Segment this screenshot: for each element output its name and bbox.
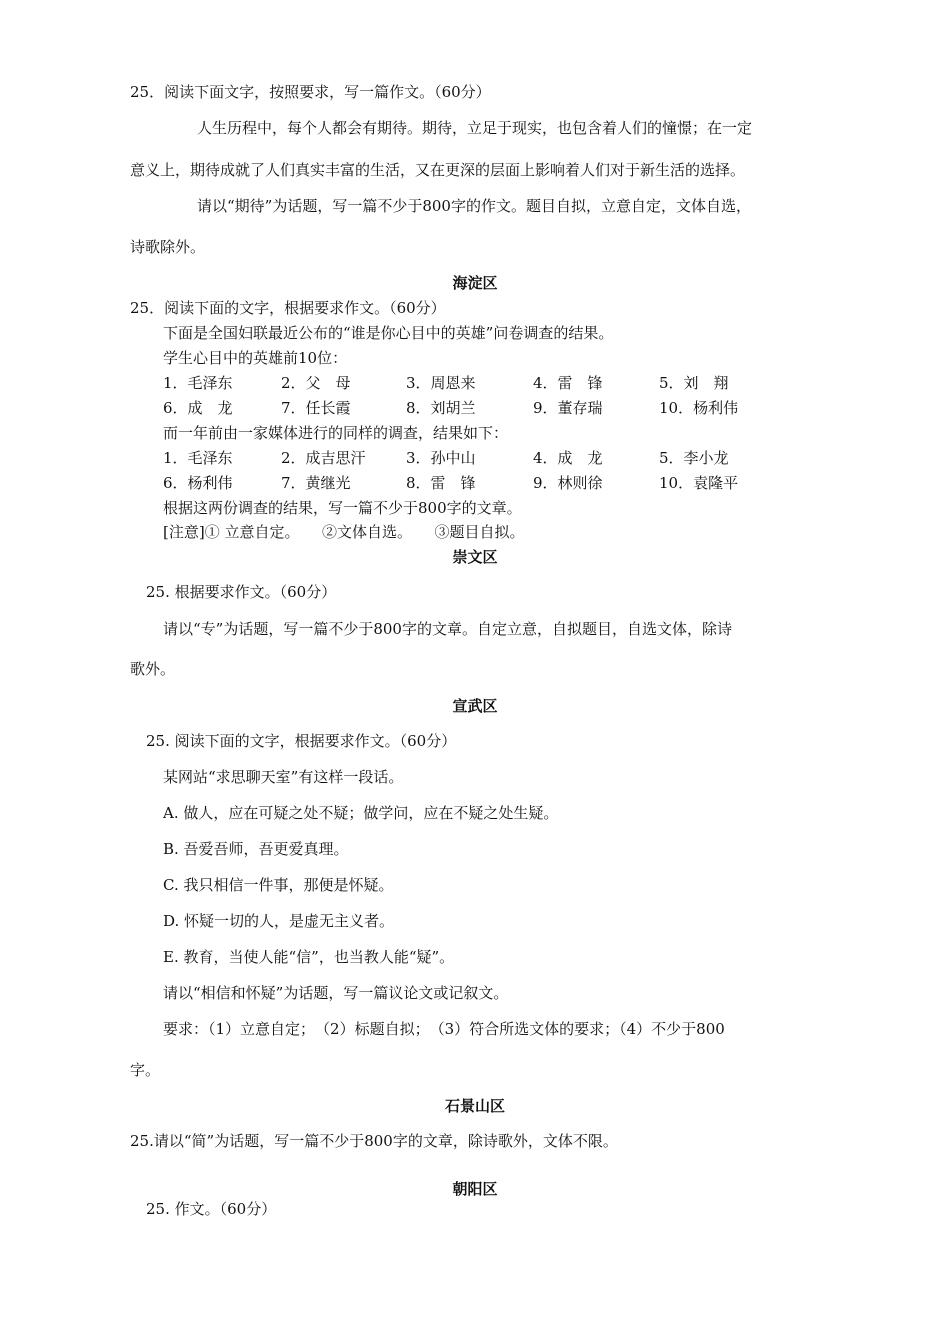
list-item: 4．雷 锋 [533,374,603,392]
list-title: 而一年前由一家媒体进行的同样的调查，结果如下： [163,424,509,442]
list-item: 5．李小龙 [659,449,729,467]
paragraph-line: 诗歌除外。 [130,238,206,256]
list-item: 9．林则徐 [533,474,603,492]
list-item: 8．刘胡兰 [406,399,476,417]
list-item: 2．父 母 [281,374,351,392]
requirements-line: 要求：（1）立意自定； （2）标题自拟； （3）符合所选文体的要求；（4）不少于800 [163,1020,725,1038]
section-heading-xuanwu: 宣武区 [452,697,498,715]
section-heading-haidian: 海淀区 [452,274,498,292]
list-item: 1．毛泽东 [163,449,233,467]
list-item: 7．黄继光 [281,474,351,492]
list-item: C. 我只相信一件事，那便是怀疑。 [163,876,394,894]
paragraph-line: 请以“期待”为话题，写一篇不少于800字的作文。题目自拟，立意自定，文体自选， [197,197,751,215]
paragraph-line: 某网站“求思聊天室”有这样一段话。 [163,768,404,786]
question-25-intro: 25．阅读下面文字，按照要求，写一篇作文。（60分） [130,83,491,101]
list-item: A. 做人，应在可疑之处不疑；做学问，应在不疑之处生疑。 [163,804,559,822]
paragraph-line: 意义上，期待成就了人们真实丰富的生活，又在更深的层面上影响着人们对于新生活的选择。 [130,161,746,179]
paragraph-line: 请以“相信和怀疑”为话题，写一篇议论文或记叙文。 [163,984,509,1002]
requirements-line: 字。 [130,1061,161,1079]
list-item: B. 吾爱吾师，吾更爱真理。 [163,840,349,858]
paragraph-line: 歌外。 [130,660,176,678]
list-item: D. 怀疑一切的人，是虚无主义者。 [163,912,395,930]
list-item: 3．孙中山 [406,449,476,467]
question-25-shijingshan: 25.请以“简”为话题，写一篇不少于800字的文章，除诗歌外，文体不限。 [130,1132,618,1150]
list-item: E. 教育，当使人能“信”，也当教人能“疑”。 [163,948,455,966]
list-item: 10．袁隆平 [659,474,739,492]
list-item: 6．杨利伟 [163,474,233,492]
list-item: 9．董存瑞 [533,399,603,417]
paragraph-line: 根据这两份调查的结果，写一篇不少于800字的文章。 [163,499,522,517]
section-heading-chaoyang: 朝阳区 [452,1180,498,1198]
question-25-chaoyang: 25. 作文。（60分） [146,1200,277,1218]
list-item: 8．雷 锋 [406,474,476,492]
list-item: 5．刘 翔 [659,374,729,392]
question-25-chongwen: 25. 根据要求作文。（60分） [146,583,337,601]
section-heading-chongwen: 崇文区 [452,548,498,566]
paragraph-line: 请以“专”为话题，写一篇不少于800字的文章。自定立意，自拟题目，自选文体，除诗 [163,620,732,638]
list-item: 7．任长霞 [281,399,351,417]
note-line: [注意]① 立意自定。 ②文体自选。 ③题目自拟。 [163,523,525,541]
question-25-haidian: 25．阅读下面的文字，根据要求作文。（60分） [130,299,446,317]
paragraph-line: 人生历程中，每个人都会有期待。期待，立足于现实，也包含着人们的憧憬；在一定 [197,119,753,137]
list-item: 6．成 龙 [163,399,233,417]
list-item: 1．毛泽东 [163,374,233,392]
list-item: 3．周恩来 [406,374,476,392]
section-heading-shijingshan: 石景山区 [444,1097,505,1115]
list-item: 10．杨利伟 [659,399,739,417]
list-item: 4．成 龙 [533,449,603,467]
list-item: 2．成吉思汗 [281,449,366,467]
paragraph-line: 下面是全国妇联最近公布的“谁是你心目中的英雄”问卷调查的结果。 [163,324,614,342]
list-title: 学生心目中的英雄前10位： [163,349,348,367]
question-25-xuanwu: 25. 阅读下面的文字，根据要求作文。（60分） [146,732,457,750]
